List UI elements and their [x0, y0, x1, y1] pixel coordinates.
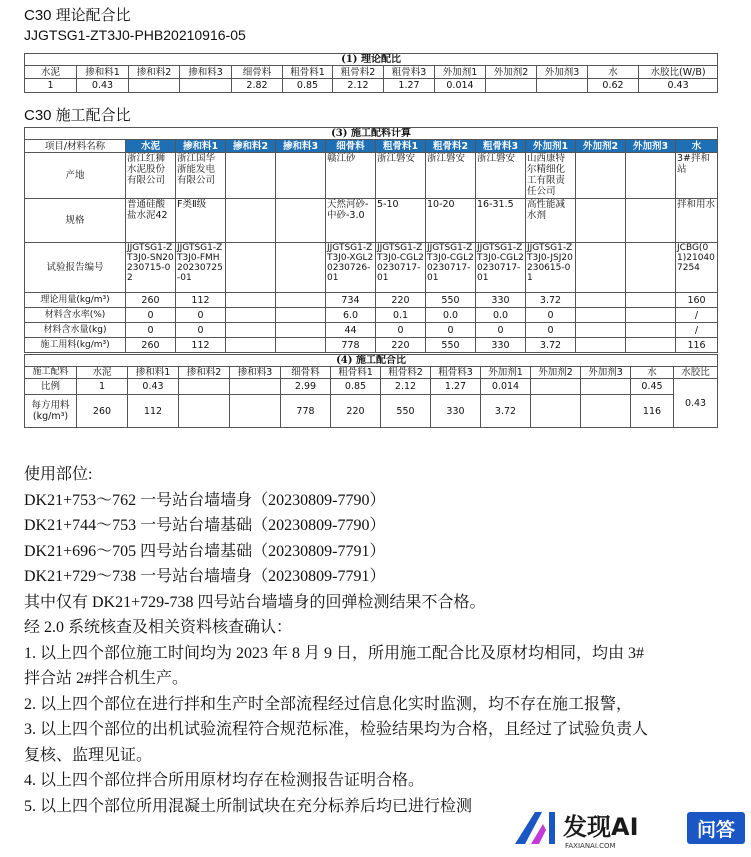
text-line: 使用部位: [24, 466, 93, 483]
calc-value-cell: 112 [176, 338, 226, 353]
theory-header-cell: 粗骨料1 [283, 66, 333, 79]
con-per-cell [531, 395, 581, 428]
calc-header-cell: 项目/材料名称 [25, 140, 126, 153]
con-ratio-cell [531, 379, 581, 395]
report-cell: JJGTSG1-ZT3J0-CGL20230717-01 [476, 243, 526, 293]
calc-value-cell: 0 [176, 323, 226, 338]
calc-header-cell: 水泥 [126, 140, 176, 153]
calc-value-cell: 0 [126, 308, 176, 323]
text-line: 经 2.0 系统核查及相关资料核查确认： [24, 619, 293, 636]
report-label: 试验报告编号 [25, 243, 126, 293]
calc-header-cell: 外加剂2 [576, 140, 626, 153]
calc-value-cell: 0 [426, 323, 476, 338]
calc-value-cell [576, 293, 626, 308]
con-per-cell: 550 [381, 395, 431, 428]
body-text [24, 462, 648, 819]
theory-value-cell: 0.85 [283, 79, 333, 93]
con-header-cell: 掺和料2 [179, 367, 230, 379]
calc-header-cell: 水 [676, 140, 718, 153]
report-cell [276, 243, 326, 293]
theory-value-cell [129, 79, 180, 93]
logo-sub: FAXIANAI.COM [565, 842, 616, 850]
con-ratio-cell [230, 379, 281, 395]
calc-row-label: 理论用量(kg/m³) [25, 293, 126, 308]
title-construction: C30 施工配合比 [24, 107, 131, 124]
calc-value-cell: 220 [376, 338, 426, 353]
logo-brand: 发现AI [563, 813, 639, 841]
con-header-cell: 粗骨料3 [431, 367, 481, 379]
origin-cell [626, 153, 676, 199]
calc-table [24, 127, 718, 353]
calc-value-cell: 330 [476, 293, 526, 308]
theory-header-cell: 细骨料 [232, 66, 283, 79]
con-header-cell: 水 [631, 367, 674, 379]
con-per-cell: 116 [631, 395, 674, 428]
text-line: 拌合站 2#拌合机生产。 [24, 670, 189, 687]
theory-header-cell: 粗骨料2 [333, 66, 384, 79]
con-per-cell: 220 [331, 395, 381, 428]
theory-header-cell: 水泥 [25, 66, 77, 79]
calc-header-cell: 掺和料1 [176, 140, 226, 153]
title-theory: C30 理论配合比 [24, 7, 131, 24]
calc-value-cell [226, 293, 276, 308]
text-line: 2. 以上四个部位在进行拌和生产时全部流程经过信息化实时监测，均不存在施工报警， [24, 695, 633, 713]
con-ratio-cell: 2.99 [281, 379, 331, 395]
theory-header-cell: 掺和料3 [180, 66, 232, 79]
con-ratio-cell [581, 379, 631, 395]
origin-cell: 浙江磐安 [376, 153, 426, 199]
watermark-logo [511, 804, 751, 852]
calc-value-cell [276, 293, 326, 308]
theory-header-cell: 水胶比(W/B) [639, 66, 718, 79]
spec-cell: 高性能减水剂 [526, 199, 576, 243]
calc-value-cell: / [676, 308, 718, 323]
spec-cell: 拌和用水 [676, 199, 718, 243]
calc-value-cell [226, 323, 276, 338]
origin-cell [576, 153, 626, 199]
calc-header-cell: 外加剂3 [626, 140, 676, 153]
report-cell: JJGTSG1-ZT3J0-SN20230715-02 [126, 243, 176, 293]
calc-value-cell: 112 [176, 293, 226, 308]
con-ratio-cell: 0.45 [631, 379, 674, 395]
calc-value-cell: 116 [676, 338, 718, 353]
con-ratio-cell: 2.12 [381, 379, 431, 395]
theory-value-cell [537, 79, 588, 93]
calc-value-cell: 3.72 [526, 338, 576, 353]
calc-value-cell [276, 323, 326, 338]
con-per-cell [581, 395, 631, 428]
calc-value-cell [576, 338, 626, 353]
origin-cell: 浙江磐安 [476, 153, 526, 199]
calc-header-cell: 外加剂1 [526, 140, 576, 153]
con-header-cell: 掺和料1 [128, 367, 179, 379]
calc-header-cell: 粗骨料1 [376, 140, 426, 153]
spec-cell [226, 199, 276, 243]
theory-value-cell: 1.27 [384, 79, 435, 93]
con-ratio-cell: 1 [77, 379, 128, 395]
theory-value-cell: 0.43 [639, 79, 718, 93]
spec-cell [276, 199, 326, 243]
calc-value-cell: 0.1 [376, 308, 426, 323]
calc-value-cell [226, 308, 276, 323]
theory-value-cell: 0.43 [77, 79, 129, 93]
code: JJGTSG1-ZT3J0-PHB20210916-05 [24, 27, 246, 43]
calc-value-cell: 6.0 [326, 308, 376, 323]
calc-value-cell: 160 [676, 293, 718, 308]
calc-value-cell: 220 [376, 293, 426, 308]
con-per-cell [179, 395, 230, 428]
con-per-cell [230, 395, 281, 428]
con-ratio-cell: 1.27 [431, 379, 481, 395]
construction-caption: (4) 施工配合比 [25, 355, 718, 367]
con-header-cell: 粗骨料2 [381, 367, 431, 379]
text-line: DK21+696～705 四号站台墙基础（20230809-7791） [24, 542, 386, 560]
report-cell [226, 243, 276, 293]
theory-value-cell: 2.82 [232, 79, 283, 93]
calc-value-cell: 0 [526, 323, 576, 338]
calc-value-cell [226, 338, 276, 353]
con-header-cell: 外加剂3 [581, 367, 631, 379]
calc-value-cell: 778 [326, 338, 376, 353]
report-cell [576, 243, 626, 293]
origin-cell: 浙江国华浙能发电有限公司 [176, 153, 226, 199]
calc-value-cell: 44 [326, 323, 376, 338]
con-per-cell: 778 [281, 395, 331, 428]
text-line: DK21+729～738 一号站台墙墙身（20230809-7791） [24, 568, 386, 585]
calc-value-cell: 550 [426, 338, 476, 353]
con-header-cell: 水胶比 [674, 367, 718, 379]
con-ratio-cell [179, 379, 230, 395]
con-header-cell: 细骨料 [281, 367, 331, 379]
calc-value-cell: 734 [326, 293, 376, 308]
spec-cell [576, 199, 626, 243]
con-header-cell: 外加剂2 [531, 367, 581, 379]
calc-caption: (3) 施工配料计算 [25, 128, 718, 140]
report-cell: JJGTSG1-ZT3J0-CGL20230717-01 [426, 243, 476, 293]
text-line: 3. 以上四个部位的出机试验流程符合规范标准，检验结果均为合格，且经过了试验负责人 [24, 721, 649, 738]
spec-cell: 10-20 [426, 199, 476, 243]
con-header-cell: 粗骨料1 [331, 367, 381, 379]
origin-label: 产地 [25, 153, 126, 199]
calc-header-cell: 粗骨料3 [476, 140, 526, 153]
calc-value-cell: 0.0 [476, 308, 526, 323]
theory-value-cell [486, 79, 537, 93]
calc-value-cell [576, 308, 626, 323]
origin-cell [276, 153, 326, 199]
calc-value-cell: 0 [176, 308, 226, 323]
text-line: DK21+753～762 一号站台墙墙身（20230809-7790） [24, 491, 386, 509]
con-ratio-label: 比例 [25, 379, 77, 395]
report-cell [626, 243, 676, 293]
spec-cell: 天然河砂-中砂-3.0 [326, 199, 376, 243]
calc-value-cell [626, 323, 676, 338]
con-per-cell: 3.72 [481, 395, 531, 428]
con-ratio-cell: 0.85 [331, 379, 381, 395]
calc-value-cell: / [676, 323, 718, 338]
construction-table [24, 354, 718, 428]
calc-value-cell: 330 [476, 338, 526, 353]
origin-cell: 浙江红狮水泥股份有限公司 [126, 153, 176, 199]
calc-value-cell: 3.72 [526, 293, 576, 308]
calc-header-cell: 掺和料2 [226, 140, 276, 153]
calc-header-cell: 细骨料 [326, 140, 376, 153]
report-cell: JJGTSG1-ZT3J0-XGL20230726-01 [326, 243, 376, 293]
theory-header-cell: 掺和料2 [129, 66, 180, 79]
report-cell: JJGTSG1-ZT3J0-CGL20230717-01 [376, 243, 426, 293]
text-line: 5. 以上四个部位所用混凝土所制试块在充分标养后均已进行检测 [24, 797, 473, 815]
calc-row-label: 材料含水率(%) [25, 308, 126, 323]
text-line: 复核、监理见证。 [24, 746, 153, 764]
con-per-cell: 112 [128, 395, 179, 428]
theory-value-cell: 2.12 [333, 79, 384, 93]
spec-cell [626, 199, 676, 243]
report-cell: JJGTSG1-ZT3J0-JSJ20230615-01 [526, 243, 576, 293]
calc-value-cell [276, 308, 326, 323]
logo-badge-text: 问答 [696, 819, 736, 841]
report-cell: JCBG(01)210407254 [676, 243, 718, 293]
spec-cell: 16-31.5 [476, 199, 526, 243]
spec-label: 规格 [25, 199, 126, 243]
theory-header-cell: 掺和料1 [77, 66, 129, 79]
calc-value-cell [276, 338, 326, 353]
calc-header-cell: 粗骨料2 [426, 140, 476, 153]
spec-cell: F类Ⅱ级 [176, 199, 226, 243]
calc-value-cell: 0 [476, 323, 526, 338]
calc-value-cell [626, 338, 676, 353]
calc-value-cell: 260 [126, 338, 176, 353]
text-line: 4. 以上四个部位拌合所用原材均存在检测报告证明合格。 [24, 772, 425, 789]
calc-row-label: 材料含水量(kg) [25, 323, 126, 338]
theory-table [24, 53, 718, 93]
con-ratio-cell: 0.43 [128, 379, 179, 395]
theory-value-cell: 0.62 [588, 79, 639, 93]
theory-header-cell: 外加剂1 [435, 66, 486, 79]
calc-header-cell: 掺和料3 [276, 140, 326, 153]
theory-header-cell: 外加剂3 [537, 66, 588, 79]
theory-header-cell: 粗骨料3 [384, 66, 435, 79]
con-wb-cell: 0.43 [674, 379, 718, 428]
report-cell: JJGTSG1-ZT3J0-FMH20230725-01 [176, 243, 226, 293]
origin-cell [226, 153, 276, 199]
con-ratio-cell: 0.014 [481, 379, 531, 395]
calc-value-cell: 0 [126, 323, 176, 338]
con-per-cell: 330 [431, 395, 481, 428]
text-line: 其中仅有 DK21+729-738 四号站台墙墙身的回弹检测结果不合格。 [24, 593, 486, 611]
origin-cell: 3#拌和站 [676, 153, 718, 199]
calc-value-cell: 550 [426, 293, 476, 308]
theory-caption: (1) 理论配比 [25, 54, 718, 66]
con-per-cell: 260 [77, 395, 128, 428]
con-label-top: 施工配料 [25, 367, 77, 379]
con-header-cell: 掺和料3 [230, 367, 281, 379]
calc-value-cell: 0.0 [426, 308, 476, 323]
calc-value-cell: 0 [376, 323, 426, 338]
text-line: 1. 以上四个部位施工时间均为 2023 年 8 月 9 日，所用施工配合比及原材均相同，均由 3# [24, 644, 645, 662]
origin-cell: 赣江砂 [326, 153, 376, 199]
calc-row-label: 施工用料(kg/m³) [25, 338, 126, 353]
theory-value-cell [180, 79, 232, 93]
calc-value-cell: 0 [526, 308, 576, 323]
calc-value-cell [576, 323, 626, 338]
theory-header-cell: 水 [588, 66, 639, 79]
con-header-cell: 水泥 [77, 367, 128, 379]
con-header-cell: 外加剂1 [481, 367, 531, 379]
spec-cell: 5-10 [376, 199, 426, 243]
theory-header-cell: 外加剂2 [486, 66, 537, 79]
spec-cell: 普通硅酸盐水泥42 [126, 199, 176, 243]
origin-cell: 山西康特尔精细化工有限责任公司 [526, 153, 576, 199]
theory-value-cell: 0.014 [435, 79, 486, 93]
text-line: DK21+744～753 一号站台墙基础（20230809-7790） [24, 517, 386, 534]
calc-value-cell [626, 308, 676, 323]
theory-value-cell: 1 [25, 79, 77, 93]
calc-value-cell [626, 293, 676, 308]
con-per-label: 每方用料 (kg/m³) [25, 395, 77, 428]
origin-cell: 浙江磐安 [426, 153, 476, 199]
calc-value-cell: 260 [126, 293, 176, 308]
